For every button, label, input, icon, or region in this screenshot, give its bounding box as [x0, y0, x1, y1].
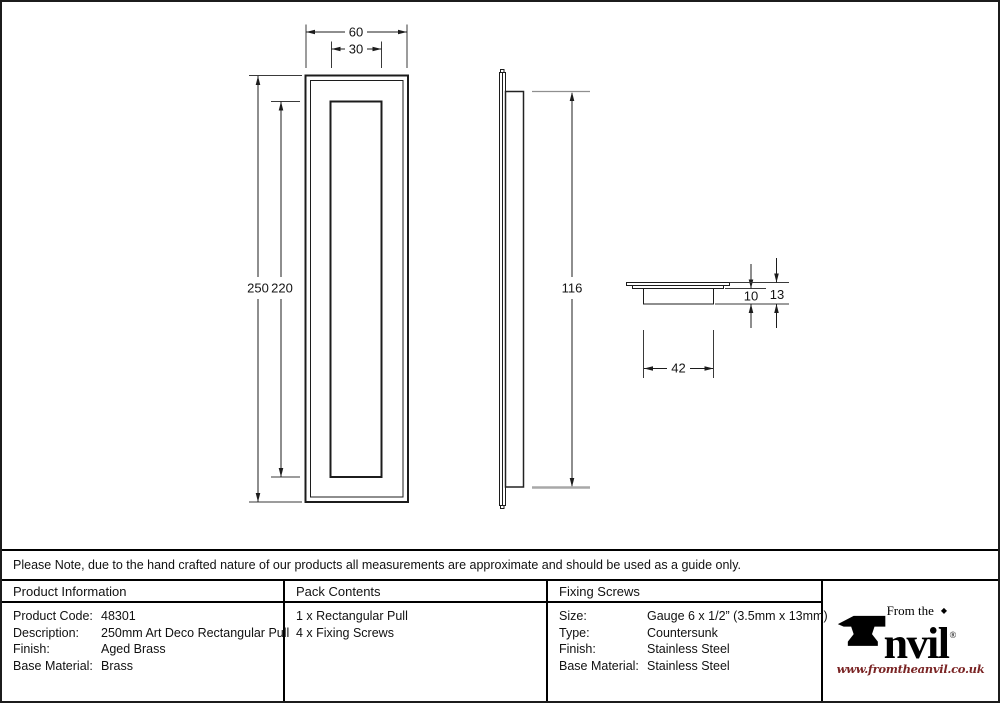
row-label: Type:: [559, 625, 590, 640]
logo-brand-name: [883, 618, 957, 668]
product-information-header: Product Information: [2, 581, 283, 603]
logo-tagline-text: From the: [886, 602, 934, 618]
table-row: [13, 658, 279, 675]
row-value: 48301: [101, 609, 136, 623]
logo-row: [837, 602, 985, 668]
dim-section-depth-total: [730, 258, 790, 328]
row-value: Aged Brass: [101, 642, 166, 657]
table-row: [13, 641, 279, 658]
dim-label-220: 220: [271, 280, 293, 296]
table-row: [13, 608, 279, 625]
product-information-column: [2, 581, 290, 701]
logo-text-block: [883, 602, 957, 668]
dim-label-30: 30: [348, 41, 364, 57]
section-view: [627, 283, 730, 305]
dim-front-height-inner: [271, 102, 300, 478]
anvil-icon: [837, 610, 887, 650]
table-row: [559, 658, 817, 675]
row-label: Product Code:: [13, 609, 93, 623]
dim-front-width-inner: [332, 42, 382, 69]
logo-tagline: [884, 603, 957, 619]
diamond-icon: ◆: [940, 605, 948, 615]
from-the-anvil-logo: [837, 603, 985, 676]
row-label: Finish:: [13, 642, 50, 657]
brand-logo-cell: [823, 581, 998, 701]
row-value: Brass: [101, 658, 133, 673]
front-view: [306, 76, 409, 503]
row-label: Size:: [559, 609, 587, 623]
table-row: [559, 608, 828, 625]
row-label: Description:: [13, 625, 79, 640]
side-view: [500, 70, 524, 509]
fixing-screws-header: Fixing Screws: [548, 581, 821, 603]
dim-section-width: [644, 330, 714, 378]
row-value: Gauge 6 x 1/2” (3.5mm x 13mm): [647, 609, 828, 623]
pack-contents-column: [285, 581, 548, 701]
row-value: Stainless Steel: [647, 658, 730, 673]
row-label: Base Material:: [559, 658, 639, 673]
logo-brand-rest: nvil: [883, 618, 949, 668]
dim-label-10: 10: [743, 288, 759, 304]
dim-label-42: 42: [671, 360, 686, 376]
pack-item: 1 x Rectangular Pull: [296, 609, 408, 623]
registered-trademark-icon: ®: [949, 629, 957, 640]
table-row: [559, 641, 817, 658]
pack-contents-header: Pack Contents: [285, 581, 546, 603]
row-label: Finish:: [559, 642, 596, 657]
logo-website: www.fromtheanvil.co.uk: [836, 661, 985, 676]
dim-label-250: 250: [247, 280, 269, 296]
product-information-body: [2, 603, 290, 674]
info-table: [2, 581, 998, 701]
fixing-screws-column: [548, 581, 828, 701]
table-row: [559, 625, 817, 642]
row-label: Base Material:: [13, 658, 93, 673]
row-value: 250mm Art Deco Rectangular Pull: [101, 625, 290, 640]
dim-side-height: [532, 92, 590, 488]
dim-label-116: 116: [561, 280, 583, 296]
note-bar: [2, 549, 998, 581]
fixing-screws-body: [548, 603, 828, 674]
dim-label-13: 13: [769, 287, 785, 302]
dim-label-60: 60: [348, 24, 364, 40]
pack-item: 4 x Fixing Screws: [296, 625, 394, 640]
technical-drawing: [2, 2, 998, 547]
note-text: Please Note, due to the hand crafted nature of our products all measurements are approximate and should be used as a guide only.: [13, 558, 742, 572]
pack-contents-body: [285, 603, 546, 641]
row-value: Stainless Steel: [647, 642, 730, 657]
table-row: [13, 625, 290, 642]
row-value: Countersunk: [647, 625, 718, 640]
